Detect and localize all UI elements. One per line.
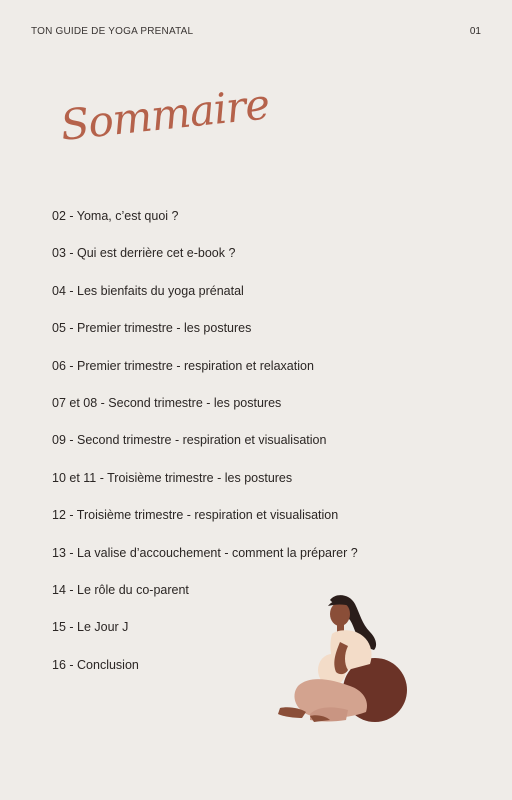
toc-item[interactable]: 10 et 11 - Troisième trimestre - les postures — [52, 470, 293, 485]
toc-item[interactable]: 07 et 08 - Second trimestre - les postures — [52, 395, 282, 410]
toc-item[interactable]: 14 - Le rôle du co-parent — [52, 582, 189, 597]
page-title — [58, 78, 272, 170]
page-number: 01 — [469, 26, 481, 37]
head — [330, 602, 350, 626]
toc-item[interactable]: 03 - Qui est derrière cet e-book ? — [52, 246, 236, 261]
toc-item[interactable]: 16 - Conclusion — [52, 657, 139, 672]
toc-item[interactable]: 02 - Yoma, c’est quoi ? — [52, 209, 179, 223]
toc-item[interactable]: 09 - Second trimestre - respiration et visualisation — [52, 433, 327, 448]
toc-item[interactable]: 12 - Troisième trimestre - respiration et visualisation — [52, 508, 339, 523]
guide-header-title: TON GUIDE DE YOGA PRENATAL — [31, 26, 194, 37]
toc-item[interactable]: 06 - Premier trimestre - respiration et relaxation — [52, 358, 314, 373]
toc-item[interactable]: 04 - Les bienfaits du yoga prénatal — [52, 283, 244, 298]
pregnant-woman-illustration — [270, 590, 415, 725]
toc-item[interactable]: 13 - La valise d’accouchement - comment la préparer ? — [52, 545, 358, 560]
toc-item[interactable]: 05 - Premier trimestre - les postures — [52, 321, 252, 336]
toc-item[interactable]: 15 - Le Jour J — [52, 620, 129, 635]
page-title-text: Sommaire — [58, 79, 272, 150]
